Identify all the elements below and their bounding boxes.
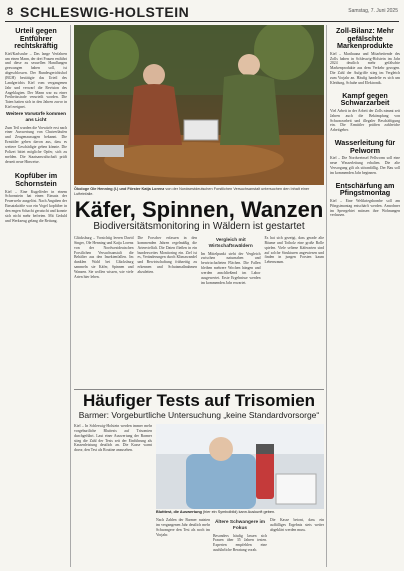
caption-text: (hier ein Symbolbild) kann Auskunft geben. bbox=[202, 510, 276, 514]
article-headline: Kampf gegen Schwarzarbeit bbox=[340, 90, 390, 108]
article-body: Kiel – Marihuana und Mitarbeitende des Zolls haben in Schleswig-Holstein im Jahr 2024 deutlich mehr gefälschte Markenprodukte aus dem Verkehr gezogen. Die Zahl der Aufgriffe stieg im Vergleich zum Vorjahr an. Häufig handelte es sich um Kleidung, Schuhe und Elektronik. bbox=[330, 51, 400, 85]
article-headline: Wasserleitung für Pelworm bbox=[334, 138, 396, 155]
article-body: Kiel – Die Nordseeinsel Pellworm soll eine neue Wasserleitung erhalten. Die alte Versorgung gilt als störanfällig. Der Bau soll im kommenden Jahr beginnen. bbox=[330, 156, 400, 175]
header-divider bbox=[5, 21, 399, 22]
blood-test-illustration bbox=[156, 424, 324, 509]
column-divider bbox=[70, 25, 71, 567]
article-body: Die Forscher erfassen in den kommenden Jahren regelmäßig die Artenvielfalt. Die Daten fließen in ein bundesweites Monitoring ein. Ziel ist es, Veränderungen durch Klimawandel und Bewirtschaftung frühzeitig zu erkennen und Schutzmaßnahmen abzuleiten. bbox=[137, 236, 197, 275]
article-headline: Entschärfung am Pfingstmontag bbox=[335, 180, 395, 198]
forest-research-photo bbox=[74, 25, 324, 185]
article-body: Kiel/Karlsruhe – Das lange Verfahren um einen Mann, der drei Frauen entführt und diese zu sexuellen Handlungen gezwungen haben soll, ist abgeschlossen. Der Bundesgerichtshof (BGH) bestätigte das Urteil des Landgerichts Kiel vom vergangenen Jahr und verwarf die Revision des Angeklagten. Der Mann war zu einer Freiheitsstrafe verurteilt worden. Die Taten hatten sich in den Jahren zuvor in Kiel ereignet. bbox=[5, 51, 67, 110]
caption-text: von der Nordwestdeutschen Forstlichen Versuchsanstalt untersuchen den Inhalt einer Lufteinfalle. bbox=[74, 187, 310, 196]
article-subheading: Ältere Schwangere im Fokus bbox=[214, 520, 266, 531]
article-body: Kiel – In Schleswig-Holstein werden immer mehr vorgeburtliche Bluttests auf Trisomien durchgeführt. Laut einer Auswertung der Barmer stieg die Zahl der Tests seit der Einführung als Kassenleistung deutlich an. Die Kasse warnt davor, den Test als Routine anzusehen. bbox=[74, 424, 152, 453]
forest-photo-illustration bbox=[74, 25, 324, 185]
article-headline: Kopfüber im Schornstein bbox=[14, 171, 58, 188]
photo-caption bbox=[74, 187, 324, 196]
article-body: Glücksburg – Vorsichtig leeren David Singer, Ole Henning und Katja Lorenz von der Nordwestdeutschen Forstlichen Versuchsanstalt die Behälter aus den Insektenfallen. Im dunklen Wald bei Glücksburg sammeln sie Käfer, Spinnen und Wanzen. Sie wollen wissen, wie viele Arten hier leben. bbox=[74, 236, 134, 279]
column-divider bbox=[326, 25, 327, 567]
article-headline: Urteil gegen Entführer rechtskräftig bbox=[14, 26, 58, 51]
article-body: Nach Zahlen der Barmer nutzten im vergangenen Jahr deutlich mehr Schwangere den Test als noch im Vorjahr. bbox=[156, 518, 210, 537]
article-body: Im Mittelpunkt steht der Vergleich zwischen naturnahen und bewirtschafteten Flächen. Die Fallen bleiben mehrere Wochen hängen und werden anschließend im Labor ausgewertet. Erste Ergebnisse werden im kommenden Jahr erwartet. bbox=[201, 251, 261, 285]
main-headline: Käfer, Spinnen, Wanzen bbox=[74, 197, 324, 222]
left-column bbox=[5, 25, 67, 567]
caption-names: Ökologe Ole Henning (l.) und Förster Katja Lorenz bbox=[74, 187, 165, 191]
blood-test-photo bbox=[156, 424, 324, 509]
right-column bbox=[330, 25, 400, 567]
section-title: SCHLESWIG-HOLSTEIN bbox=[20, 4, 190, 20]
article-body: Zum Teil wurden die Vorwürfe erst nach einer Auswertung von Chatverläufen und Zeugenaussagen bekannt. Die Ermittler gehen davon aus, dass es weitere Geschädigte geben könnte. Die Polizei bittet mögliche Opfer, sich zu melden. Die Staatsanwaltschaft prüft derzeit neue Hinweise. bbox=[5, 125, 67, 164]
lower-right-columns bbox=[156, 518, 324, 567]
main-subheadline: Biodiversitätsmonitoring in Wäldern ist gestartet bbox=[93, 221, 305, 232]
article-headline: Zoll-Bilanz: Mehr gefälschte Markenprodukte bbox=[336, 26, 394, 51]
section-divider bbox=[74, 389, 324, 390]
photo-caption bbox=[156, 510, 324, 515]
article-body: Kiel – Eine Kugelfeder in einem Schornstein hat einen Einsatz der Feuerwehr ausgelöst. Nach Angaben der Einsatzkräfte war ein Vogel kopfüber in den engen Schacht gerutscht und konnte sich nicht mehr befreien. Mit Geduld und Werkzeug gelang die Rettung. bbox=[5, 189, 67, 223]
article-column bbox=[213, 518, 267, 567]
article-body: Kiel – Eine Weltkriegsbombe soll am Pfingstmontag entschärft werden. Anwohner im Sperrgebiet müssen ihre Wohnungen verlassen. bbox=[330, 198, 400, 218]
caption-names: Blutttest, die Auswertung bbox=[156, 510, 202, 514]
issue-date: Samstag, 7. Juni 2025 bbox=[348, 8, 398, 14]
article-subheading: Vergleich mit Wirtschaftswäldern bbox=[208, 238, 253, 249]
article-body: Viel Arbeit in der Arbeit der Zolls nimmt seit Jahren auch die Bekämpfung von Schwarzarbeit und illegaler Beschäftigung ein. Die Ermittler prüften zahlreiche Arbeitgeber. bbox=[330, 108, 400, 133]
article-body: Besonders häufig lassen sich Frauen über 35 Jahren testen. Experten empfehlen eine ausführliche Beratung vorab. bbox=[213, 533, 267, 553]
article-subheading: Weitere Vorwürfe kommen ans Licht bbox=[5, 112, 67, 123]
lower-subheadline: Barmer: Vorgeburtliche Untersuchung „keine Standardvorsorge“ bbox=[78, 410, 320, 420]
article-column bbox=[201, 236, 261, 386]
article-body: Die Kasse betont, dass ein auffälliges Ergebnis stets weiter abgeklärt werden muss. bbox=[270, 518, 324, 532]
lower-left-column bbox=[74, 424, 152, 567]
article-body: Es hat sich gezeigt, dass gerade alte Bäume und Totholz eine große Rolle spielen. Viele seltene Käferarten sind auf solche Strukturen angewiesen und finden in jungen Forsten kaum Lebensraum. bbox=[264, 236, 324, 265]
page-number: 8 bbox=[7, 6, 14, 18]
main-article-columns bbox=[74, 236, 324, 386]
lower-headline: Häufiger Tests auf Trisomien bbox=[82, 391, 316, 410]
